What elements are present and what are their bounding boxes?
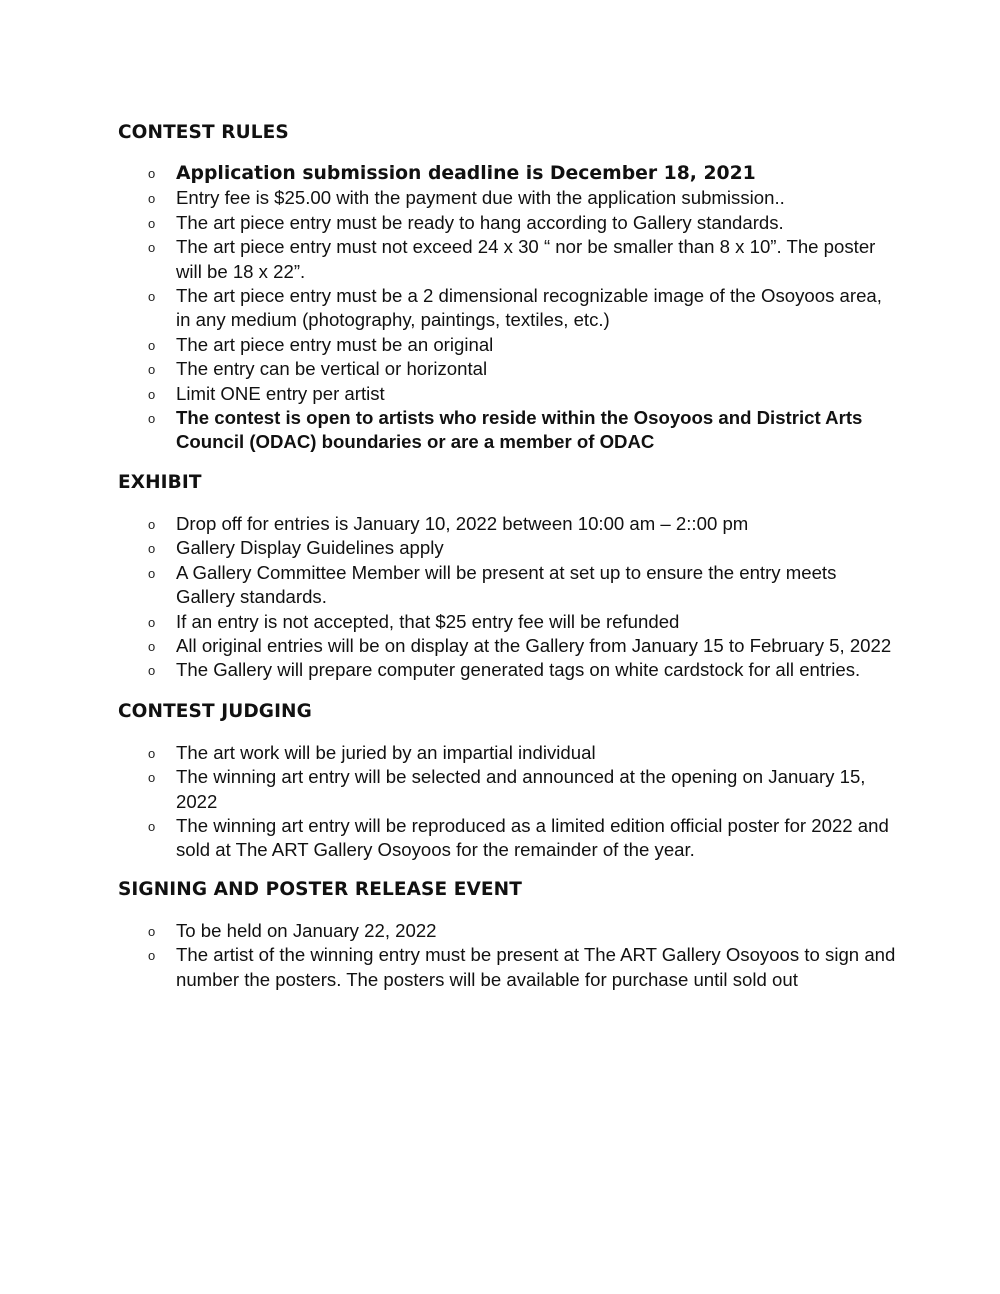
hollow-bullet-icon: o bbox=[148, 386, 156, 402]
hollow-bullet-icon: o bbox=[148, 745, 156, 761]
list-item bbox=[118, 211, 898, 235]
signing-event-list bbox=[118, 919, 898, 992]
contest-rules-list bbox=[118, 161, 898, 455]
hollow-bullet-icon: o bbox=[148, 948, 156, 964]
list-item bbox=[118, 561, 898, 610]
hollow-bullet-icon: o bbox=[148, 818, 156, 834]
hollow-bullet-icon: o bbox=[148, 516, 156, 532]
list-item-text: Drop off for entries is January 10, 2022 between 10:00 am – 2::00 pm bbox=[176, 512, 749, 534]
list-item-text: The artist of the winning entry must be present at The ART Gallery Osoyoos to sign and number the posters. The posters will be available for purchase until sold out bbox=[176, 944, 896, 990]
hollow-bullet-icon: o bbox=[148, 362, 156, 378]
list-item bbox=[118, 284, 898, 333]
list-item-text: The winning art entry will be selected and announced at the opening on January 15, 2022 bbox=[176, 766, 866, 812]
list-item-text: A Gallery Committee Member will be present at set up to ensure the entry meets Gallery standards. bbox=[176, 561, 837, 608]
hollow-bullet-icon: o bbox=[148, 614, 156, 630]
section-heading-exhibit: EXHIBIT bbox=[118, 471, 202, 493]
hollow-bullet-icon: o bbox=[148, 565, 156, 581]
list-item bbox=[118, 765, 898, 814]
list-item-text: The Gallery will prepare computer generated tags on white cardstock for all entries. bbox=[176, 659, 861, 681]
list-item bbox=[118, 333, 898, 357]
list-item bbox=[118, 186, 898, 210]
hollow-bullet-icon: o bbox=[148, 638, 156, 654]
list-item-text: Limit ONE entry per artist bbox=[176, 382, 385, 404]
list-item bbox=[118, 536, 898, 560]
hollow-bullet-icon: o bbox=[148, 191, 156, 207]
hollow-bullet-icon: o bbox=[148, 770, 156, 786]
list-item bbox=[118, 943, 898, 992]
document-page bbox=[118, 121, 898, 992]
list-item bbox=[118, 658, 898, 682]
hollow-bullet-icon: o bbox=[148, 166, 156, 181]
list-item bbox=[118, 382, 898, 406]
list-item bbox=[118, 235, 898, 284]
list-item bbox=[118, 919, 898, 943]
list-item bbox=[118, 161, 898, 186]
list-item-text: To be held on January 22, 2022 bbox=[176, 919, 437, 941]
list-item-text: Application submission deadline is December 18, 2021 bbox=[176, 163, 756, 184]
list-item bbox=[118, 634, 898, 658]
list-item-text: The art piece entry must be an original bbox=[176, 333, 494, 355]
exhibit-list bbox=[118, 512, 898, 683]
list-item-text: The winning art entry will be reproduced as a limited edition official poster for 2022 and sold at The ART Gallery Osoyoos for the remainder of the year. bbox=[176, 814, 889, 861]
list-item-text: If an entry is not accepted, that $25 entry fee will be refunded bbox=[176, 610, 680, 632]
hollow-bullet-icon: o bbox=[148, 337, 156, 353]
list-item bbox=[118, 512, 898, 536]
list-item-text: The art piece entry must be ready to hang according to Gallery standards. bbox=[176, 211, 784, 233]
hollow-bullet-icon: o bbox=[148, 923, 156, 939]
hollow-bullet-icon: o bbox=[148, 411, 156, 427]
list-item bbox=[118, 406, 898, 455]
list-item-text: Gallery Display Guidelines apply bbox=[176, 537, 444, 559]
list-item bbox=[118, 610, 898, 634]
list-item-text: The entry can be vertical or horizontal bbox=[176, 358, 488, 380]
section-heading-signing-event: SIGNING AND POSTER RELEASE EVENT bbox=[118, 878, 522, 900]
list-item-text: The art work will be juried by an impartial individual bbox=[176, 741, 596, 763]
hollow-bullet-icon: o bbox=[148, 663, 156, 679]
hollow-bullet-icon: o bbox=[148, 541, 156, 557]
list-item bbox=[118, 741, 898, 765]
hollow-bullet-icon: o bbox=[148, 215, 156, 231]
list-item-text: The art piece entry must not exceed 24 x 30 “ nor be smaller than 8 x 10”. The poster will be 18 x 22”. bbox=[176, 236, 876, 282]
list-item-text: All original entries will be on display at the Gallery from January 15 to February 5, 2022 bbox=[176, 634, 892, 656]
list-item-text: The contest is open to artists who reside within the Osoyoos and District Arts Council (ODAC) boundaries or are a member of ODAC bbox=[176, 407, 863, 453]
list-item bbox=[118, 814, 898, 863]
section-heading-contest-rules: CONTEST RULES bbox=[118, 122, 289, 143]
section-heading-contest-judging: CONTEST JUDGING bbox=[118, 700, 312, 722]
list-item-text: The art piece entry must be a 2 dimensional recognizable image of the Osoyoos area, in any medium (photography, paintings, textiles, etc.) bbox=[176, 285, 882, 331]
list-item-text: Entry fee is $25.00 with the payment due with the application submission.. bbox=[176, 187, 785, 209]
hollow-bullet-icon: o bbox=[148, 240, 156, 256]
contest-judging-list bbox=[118, 741, 898, 863]
hollow-bullet-icon: o bbox=[148, 289, 156, 305]
list-item bbox=[118, 357, 898, 381]
